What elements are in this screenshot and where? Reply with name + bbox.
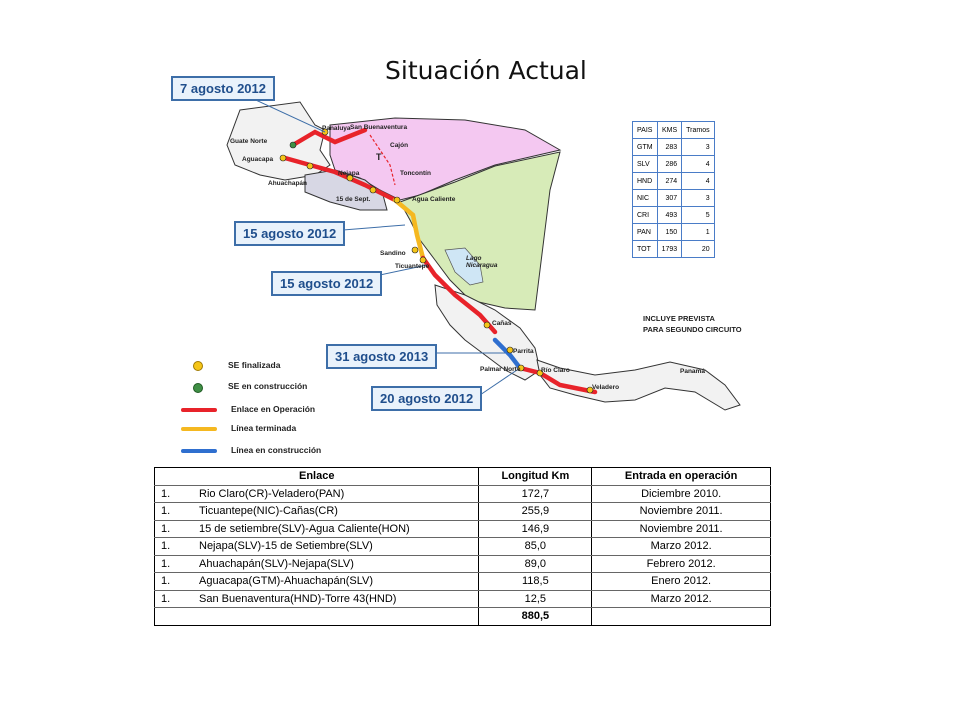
label-guate-norte: Guate Norte	[230, 138, 268, 145]
header-longitud: Longitud Km	[479, 468, 592, 486]
stats-kms: 493	[657, 207, 682, 224]
stats-row	[633, 139, 715, 156]
stats-tramos: 4	[682, 173, 714, 190]
second-circuit-note: INCLUYE PREVISTA PARA SEGUNDO CIRCUITO	[643, 314, 742, 334]
stats-country: CRI	[633, 207, 658, 224]
se-agua-caliente	[394, 197, 400, 203]
table-header-row	[155, 468, 771, 486]
row-enlace: Nejapa(SLV)-15 de Setiembre(SLV)	[199, 540, 373, 553]
row-fecha: Marzo 2012.	[592, 538, 771, 556]
enlace-operacion-line-icon	[181, 408, 217, 412]
label-cajon: Cajón	[390, 142, 409, 149]
legend-enlace-operacion: Enlace en Operación	[231, 404, 316, 414]
se-guate-norte	[290, 142, 296, 148]
row-index: 1.	[161, 575, 171, 588]
label-panaluya: Panaluya	[322, 125, 351, 132]
stats-tramos: 5	[682, 207, 714, 224]
table-row	[155, 538, 771, 556]
row-enlace: San Buenaventura(HND)-Torre 43(HND)	[199, 592, 397, 605]
label-15-sept: 15 de Sept.	[336, 196, 371, 203]
callout-pointer-2	[343, 225, 405, 230]
row-enlace: Rio Claro(CR)-Veladero(PAN)	[199, 487, 345, 500]
row-km: 12,5	[479, 590, 592, 608]
label-rio-claro: Río Claro	[541, 367, 570, 374]
stats-header-tramos: Tramos	[682, 122, 714, 139]
table-row	[155, 555, 771, 573]
label-sandino: Sandino	[380, 250, 406, 257]
row-fecha: Enero 2012.	[592, 573, 771, 591]
stats-row	[633, 190, 715, 207]
stats-kms: 150	[657, 224, 682, 241]
label-canas: Cañas	[492, 320, 512, 327]
se-canas	[484, 322, 490, 328]
se-aguacapa	[280, 155, 286, 161]
row-enlace: 15 de setiembre(SLV)-Agua Caliente(HON)	[199, 522, 410, 535]
legend-linea-terminada: Línea terminada	[231, 423, 297, 433]
table-row	[155, 520, 771, 538]
stats-tramos: 3	[682, 190, 714, 207]
stats-header-kms: KMS	[657, 122, 682, 139]
stats-header-pais: PAIS	[633, 122, 658, 139]
stats-row	[633, 207, 715, 224]
stats-kms: 286	[657, 156, 682, 173]
table-row	[155, 503, 771, 521]
legend-se-construccion: SE en construcción	[228, 381, 308, 391]
stats-tramos: 4	[682, 156, 714, 173]
stats-kms: 274	[657, 173, 682, 190]
row-fecha: Diciembre 2010.	[592, 485, 771, 503]
row-fecha: Noviembre 2011.	[592, 503, 771, 521]
se-15-sept	[370, 187, 376, 193]
row-index: 1.	[161, 592, 171, 605]
label-aguacapa: Aguacapa	[242, 156, 274, 163]
stats-header-row	[633, 122, 715, 139]
row-enlace: Aguacapa(GTM)-Ahuachapán(SLV)	[199, 575, 374, 588]
legend-linea-construccion: Línea en construcción	[231, 445, 322, 455]
stats-kms: 283	[657, 139, 682, 156]
stats-kms: 307	[657, 190, 682, 207]
label-lago-nicaragua: Lago Nicaragua	[466, 255, 498, 269]
se-ahuachapan	[307, 163, 313, 169]
row-index: 1.	[161, 540, 171, 553]
row-km: 85,0	[479, 538, 592, 556]
label-nejapa: Nejapa	[338, 170, 360, 177]
row-km: 89,0	[479, 555, 592, 573]
se-construccion-icon	[193, 383, 203, 393]
label-toncontin: Toncontín	[400, 170, 431, 177]
label-veladero: Veladero	[592, 384, 620, 391]
page-title: Situación Actual	[385, 56, 587, 85]
legend-se-finalizada: SE finalizada	[228, 360, 281, 370]
stats-row	[633, 224, 715, 241]
stats-country: GTM	[633, 139, 658, 156]
row-fecha: Febrero 2012.	[592, 555, 771, 573]
stats-kms: 1793	[657, 241, 682, 258]
total-empty-cell	[592, 608, 771, 626]
row-km: 172,7	[479, 485, 592, 503]
linea-terminada-line-icon	[181, 427, 217, 431]
row-km: 146,9	[479, 520, 592, 538]
stats-row	[633, 173, 715, 190]
callout-15-agosto-2012-a: 15 agosto 2012	[234, 221, 345, 246]
table-row	[155, 590, 771, 608]
se-sandino	[412, 247, 418, 253]
stats-country: TOT	[633, 241, 658, 258]
row-index: 1.	[161, 522, 171, 535]
stats-row	[633, 241, 715, 258]
callout-15-agosto-2012-b: 15 agosto 2012	[271, 271, 382, 296]
label-palmar-norte: Palmar Norte	[480, 366, 521, 373]
row-km: 118,5	[479, 573, 592, 591]
header-enlace: Enlace	[155, 468, 479, 486]
row-enlace: Ahuachapán(SLV)-Nejapa(SLV)	[199, 557, 354, 570]
callout-31-agosto-2013: 31 agosto 2013	[326, 344, 437, 369]
stats-country: NIC	[633, 190, 658, 207]
label-ticuantepe: Ticuantepe	[395, 263, 430, 270]
country-stats-table	[632, 121, 715, 258]
total-empty-cell	[155, 608, 479, 626]
row-fecha: Noviembre 2011.	[592, 520, 771, 538]
header-entrada: Entrada en operación	[592, 468, 771, 486]
stats-country: SLV	[633, 156, 658, 173]
se-finalizada-icon	[193, 361, 203, 371]
table-row	[155, 573, 771, 591]
callout-20-agosto-2012: 20 agosto 2012	[371, 386, 482, 411]
table-row	[155, 485, 771, 503]
total-km: 880,5	[479, 608, 592, 626]
stats-country: HND	[633, 173, 658, 190]
label-san-buenaventura: San Buenaventura	[350, 124, 408, 131]
row-index: 1.	[161, 505, 171, 518]
row-fecha: Marzo 2012.	[592, 590, 771, 608]
row-km: 255,9	[479, 503, 592, 521]
label-t-mark: T	[376, 152, 382, 162]
label-parrita: Parrita	[513, 348, 534, 355]
row-index: 1.	[161, 487, 171, 500]
stats-tramos: 1	[682, 224, 714, 241]
linea-construccion-line-icon	[181, 449, 217, 453]
stats-country: PAN	[633, 224, 658, 241]
callout-pointer-5	[480, 370, 517, 395]
stats-tramos: 20	[682, 241, 714, 258]
row-enlace: Ticuantepe(NIC)-Cañas(CR)	[199, 505, 338, 518]
label-ahuachapan: Ahuachapán	[268, 180, 308, 187]
row-index: 1.	[161, 557, 171, 570]
table-total-row	[155, 608, 771, 626]
label-agua-caliente: Agua Caliente	[412, 196, 456, 203]
stats-row	[633, 156, 715, 173]
callout-7-agosto-2012: 7 agosto 2012	[171, 76, 275, 101]
label-panama: Panamá	[680, 368, 705, 375]
enlaces-table	[154, 467, 771, 626]
stats-tramos: 3	[682, 139, 714, 156]
